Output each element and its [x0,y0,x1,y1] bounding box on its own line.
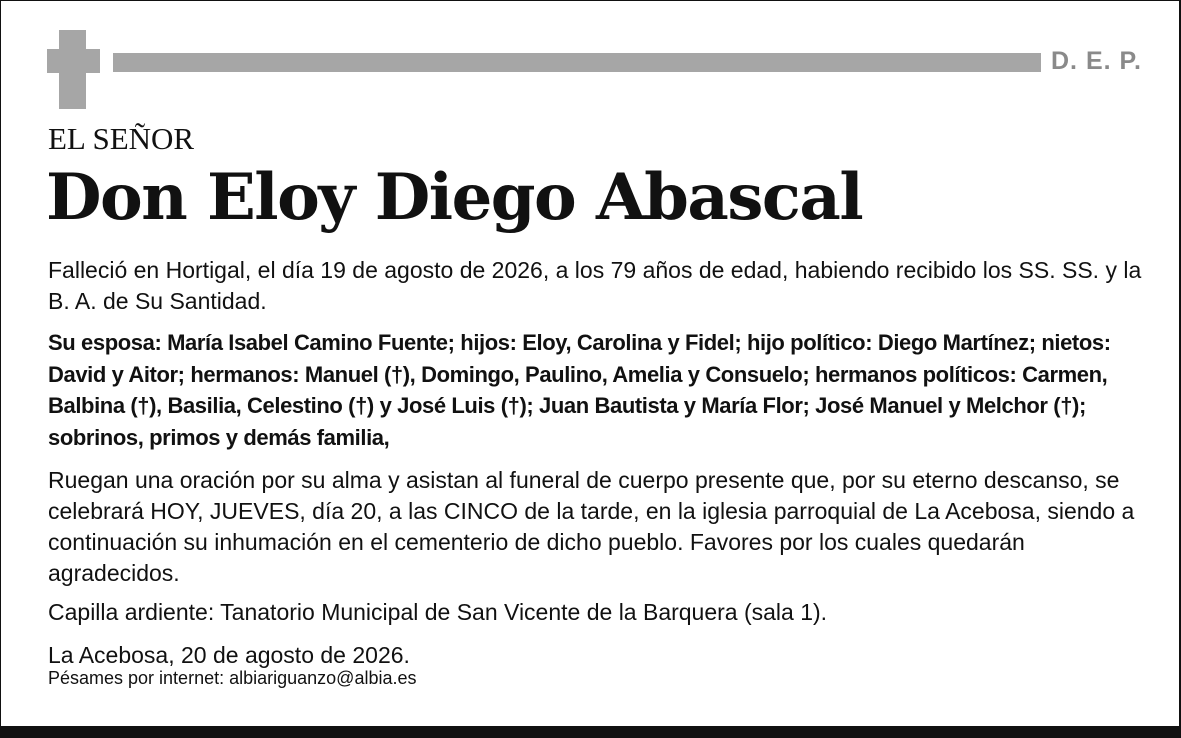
funeral-service: Ruegan una oración por su alma y asistan al funeral de cuerpo presente que, por su eterno descanso, se celebrará HOY, JUEVES, día 20, a las CINCO de la tarde, en la iglesia parroquial de La Acebosa, siendo a continuación su inhumación en el cementerio de dicho pueblo. Favores por los cuales quedarán agradecidos. [48,467,1135,586]
place-date: La Acebosa, 20 de agosto de 2026. [48,642,410,668]
chapel-info: Capilla ardiente: Tanatorio Municipal de San Vicente de la Barquera (sala 1). [48,599,828,625]
deceased-name: Don Eloy Diego Abascal [46,160,863,235]
header-rule [113,53,1041,72]
dep-label: D. E. P. [1051,47,1142,75]
family-list: Su esposa: María Isabel Camino Fuente; hijos: Eloy, Carolina y Fidel; hijo político: Diego Martínez; nietos: David y Aitor; hermanos: Manuel (†), Domingo, Paulino, Amelia y Consuelo; hermanos políticos: Carmen, Balbina (†), Basilia, Celestino (†) y José Luis (†); Juan Bautista y María Flor; José Manuel y Melchor (†); sobrinos, primos y demás familia, [48,330,1111,450]
death-notice: Falleció en Hortigal, el día 19 de agosto de 2026, a los 79 años de edad, habiendo recibido los SS. SS. y la B. A. de Su Santidad. [48,257,1142,314]
honorific-prefix: EL SEÑOR [48,121,195,156]
cross-icon-arm [47,49,100,73]
condolences-email: Pésames por internet: albiariguanzo@albia.es [48,668,417,688]
